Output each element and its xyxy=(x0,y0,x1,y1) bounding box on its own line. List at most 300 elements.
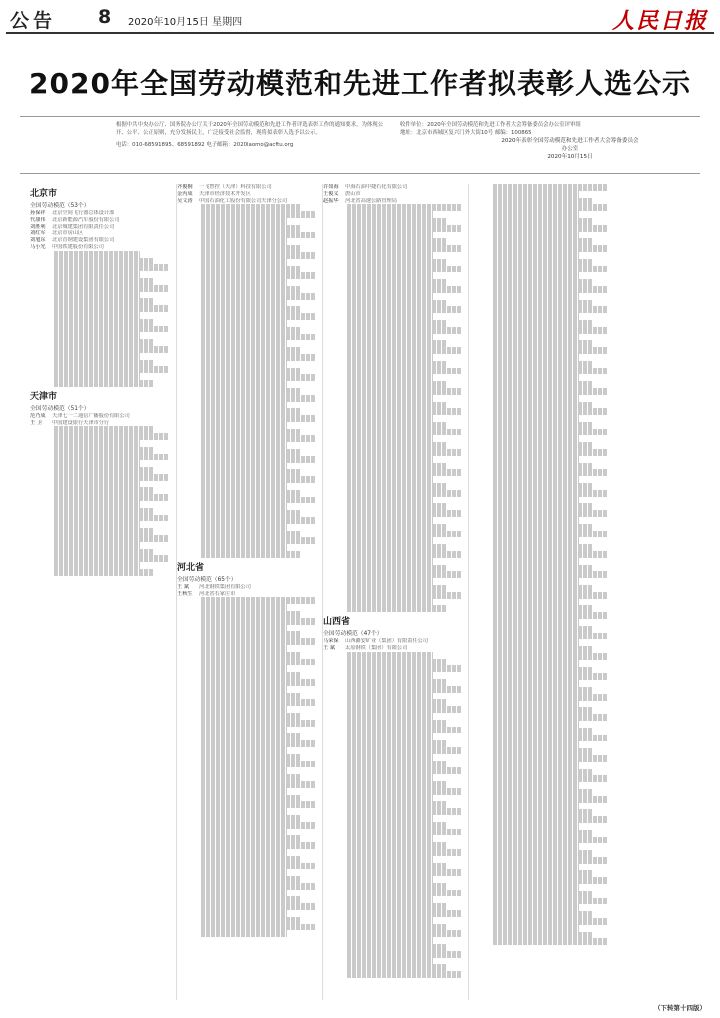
text-line-placeholder xyxy=(347,259,447,266)
text-line-placeholder xyxy=(493,334,579,341)
text-line-placeholder xyxy=(347,910,461,917)
text-line-placeholder xyxy=(493,361,593,368)
text-line-placeholder xyxy=(493,571,607,578)
candidate-unit: 太原钢铁（集团）有限公司 xyxy=(345,645,408,651)
text-line-placeholder xyxy=(201,672,301,679)
candidate-unit: 天津市经济技术开发区 xyxy=(199,190,251,197)
candidate-name: 刘旭东 xyxy=(30,237,46,244)
text-line-placeholder xyxy=(201,395,315,402)
text-line-placeholder xyxy=(347,211,433,218)
text-line-placeholder xyxy=(493,381,593,388)
masthead xyxy=(6,4,714,34)
text-line-placeholder xyxy=(201,334,315,341)
candidate-name: 刘红军 xyxy=(30,230,46,237)
text-line-placeholder xyxy=(54,278,154,285)
text-line-placeholder xyxy=(201,218,287,225)
text-line-placeholder xyxy=(493,368,607,375)
text-line-placeholder xyxy=(493,442,593,449)
text-line-placeholder xyxy=(493,456,579,463)
candidate-name: 王 卫 xyxy=(30,419,43,426)
candidate-columns xyxy=(30,184,706,1000)
text-line-placeholder xyxy=(493,558,579,565)
text-line-placeholder xyxy=(54,454,168,461)
text-line-placeholder xyxy=(347,958,433,965)
text-line-placeholder xyxy=(493,870,593,877)
text-line-placeholder xyxy=(201,347,301,354)
list-item xyxy=(30,210,168,217)
text-line-placeholder xyxy=(493,667,593,674)
text-line-placeholder xyxy=(201,204,301,211)
text-line-placeholder xyxy=(201,279,287,286)
text-line-placeholder xyxy=(493,796,607,803)
text-line-placeholder xyxy=(54,312,140,319)
text-line-placeholder xyxy=(493,911,593,918)
candidate-unit: 北京首钢建设集团有限公司 xyxy=(52,237,115,244)
text-line-placeholder xyxy=(347,767,461,774)
text-line-placeholder xyxy=(347,876,433,883)
text-line-placeholder xyxy=(201,659,315,666)
text-line-placeholder xyxy=(347,599,433,606)
text-line-placeholder xyxy=(493,232,579,239)
text-line-placeholder xyxy=(347,605,447,612)
candidate-unit: 中国铁建股份有限公司 xyxy=(52,243,104,250)
text-line-placeholder xyxy=(54,508,154,515)
text-line-placeholder xyxy=(347,808,461,815)
text-line-placeholder xyxy=(201,849,287,856)
text-line-placeholder xyxy=(54,285,168,292)
text-line-placeholder xyxy=(201,388,301,395)
text-line-placeholder xyxy=(493,592,607,599)
text-line-placeholder xyxy=(201,449,301,456)
text-line-placeholder xyxy=(201,883,315,890)
notice-intro: 根据中共中央办公厅、国务院办公厅关于2020年全国劳动模范和先进工作者评选表彰工作的通知要求，为体现公开、公平、公正原则，充分发扬民主，广泛接受社会监督，现将拟表彰人选予以公示。 xyxy=(116,122,384,136)
text-line-placeholder xyxy=(201,456,315,463)
text-line-placeholder xyxy=(201,645,287,652)
text-line-placeholder xyxy=(493,728,593,735)
text-line-placeholder xyxy=(493,646,593,653)
text-line-placeholder xyxy=(201,374,315,381)
text-line-placeholder xyxy=(493,429,607,436)
text-line-placeholder xyxy=(201,524,287,531)
text-line-placeholder xyxy=(201,327,301,334)
text-line-placeholder xyxy=(201,781,315,788)
text-line-placeholder xyxy=(493,857,607,864)
column-3 xyxy=(322,184,461,1000)
text-line-placeholder xyxy=(201,863,315,870)
text-line-placeholder xyxy=(54,528,154,535)
text-line-placeholder xyxy=(347,300,447,307)
candidate-name: 马小光 xyxy=(30,243,46,250)
text-line-placeholder xyxy=(54,326,168,333)
text-line-placeholder xyxy=(54,258,154,265)
notice-recipient: 收件单位：2020年全国劳动模范和先进工作者大会筹备委员会办公室评审组 xyxy=(400,122,581,128)
text-line-placeholder xyxy=(201,300,287,307)
text-line-placeholder xyxy=(347,896,433,903)
candidate-unit: 河北省石家庄市 xyxy=(199,590,236,597)
text-line-placeholder xyxy=(347,951,461,958)
text-line-placeholder xyxy=(347,665,461,672)
text-line-placeholder xyxy=(347,672,433,679)
text-line-placeholder xyxy=(201,604,287,611)
text-line-placeholder xyxy=(493,524,593,531)
candidate-unit: 一飞智控（天津）科技有限公司 xyxy=(199,184,272,190)
text-line-placeholder xyxy=(347,456,433,463)
text-line-placeholder xyxy=(493,490,607,497)
text-line-placeholder xyxy=(201,842,315,849)
text-line-placeholder xyxy=(347,592,461,599)
text-line-placeholder xyxy=(201,597,315,604)
text-line-placeholder xyxy=(493,850,593,857)
text-line-placeholder xyxy=(347,476,433,483)
candidate-name: 王秋生 xyxy=(177,590,193,597)
candidate-name: 王 斌 xyxy=(177,583,190,590)
text-line-placeholder xyxy=(493,660,579,667)
text-line-placeholder xyxy=(201,903,315,910)
list-item xyxy=(30,230,168,237)
column-4 xyxy=(468,184,607,1000)
text-line-placeholder xyxy=(54,346,168,353)
text-line-placeholder xyxy=(347,842,447,849)
text-line-placeholder xyxy=(201,306,301,313)
text-line-placeholder xyxy=(347,829,461,836)
text-line-placeholder xyxy=(493,748,593,755)
text-line-placeholder xyxy=(201,665,287,672)
notice-body xyxy=(116,121,384,149)
text-line-placeholder xyxy=(347,497,433,504)
text-line-placeholder xyxy=(54,251,140,258)
text-line-placeholder xyxy=(201,631,301,638)
text-line-placeholder xyxy=(347,801,447,808)
text-line-placeholder xyxy=(493,673,607,680)
list-item xyxy=(177,198,315,205)
text-line-placeholder xyxy=(347,822,447,829)
text-line-placeholder xyxy=(201,293,315,300)
text-line-placeholder xyxy=(201,917,301,924)
candidate-unit: 唐山市 xyxy=(345,190,361,197)
category-heading: 全国劳动模范（53个） xyxy=(30,203,90,209)
text-line-placeholder xyxy=(493,272,579,279)
text-line-placeholder xyxy=(347,204,461,211)
text-line-placeholder xyxy=(54,339,154,346)
text-line-placeholder xyxy=(201,815,301,822)
text-line-placeholder xyxy=(347,306,461,313)
text-line-placeholder xyxy=(347,238,447,245)
text-line-placeholder xyxy=(347,449,461,456)
text-line-placeholder xyxy=(493,585,593,592)
text-line-placeholder xyxy=(493,714,607,721)
text-line-placeholder xyxy=(493,707,593,714)
text-line-placeholder xyxy=(493,225,607,232)
text-line-placeholder xyxy=(347,883,447,890)
text-line-placeholder xyxy=(347,503,447,510)
text-line-placeholder xyxy=(54,535,168,542)
candidate-name: 许如海 xyxy=(323,184,339,190)
text-line-placeholder xyxy=(347,788,461,795)
text-line-placeholder xyxy=(201,313,315,320)
text-line-placeholder xyxy=(201,720,315,727)
text-line-placeholder xyxy=(201,767,287,774)
text-line-placeholder xyxy=(347,720,447,727)
list-item xyxy=(323,198,461,205)
text-line-placeholder xyxy=(493,402,593,409)
text-line-placeholder xyxy=(347,381,447,388)
text-line-placeholder xyxy=(54,481,140,488)
text-line-placeholder xyxy=(201,408,301,415)
text-line-placeholder xyxy=(201,924,315,931)
text-line-placeholder xyxy=(493,544,593,551)
text-line-placeholder xyxy=(201,266,301,273)
text-line-placeholder xyxy=(201,442,287,449)
candidate-unit: 北京新能源汽车股份有限公司 xyxy=(52,216,120,223)
text-line-placeholder xyxy=(347,890,461,897)
text-line-placeholder xyxy=(201,740,315,747)
text-line-placeholder xyxy=(201,211,315,218)
text-line-placeholder xyxy=(493,599,579,606)
text-line-placeholder xyxy=(493,374,579,381)
text-line-placeholder xyxy=(493,415,579,422)
text-line-placeholder xyxy=(54,292,140,299)
text-line-placeholder xyxy=(54,366,168,373)
text-line-placeholder xyxy=(54,332,140,339)
text-line-placeholder xyxy=(493,741,579,748)
text-line-placeholder xyxy=(493,218,593,225)
text-line-placeholder xyxy=(493,191,579,198)
text-line-placeholder xyxy=(347,340,447,347)
text-line-placeholder xyxy=(347,747,461,754)
province-heading: 天津市 xyxy=(30,391,58,402)
text-line-placeholder xyxy=(493,612,607,619)
text-line-placeholder xyxy=(201,252,315,259)
text-line-placeholder xyxy=(493,578,579,585)
text-line-placeholder xyxy=(347,408,461,415)
text-line-placeholder xyxy=(347,252,433,259)
text-line-placeholder xyxy=(493,211,579,218)
text-line-placeholder xyxy=(493,891,593,898)
text-line-placeholder xyxy=(201,835,301,842)
text-line-placeholder xyxy=(347,740,447,747)
text-line-placeholder xyxy=(54,542,140,549)
text-line-placeholder xyxy=(54,467,154,474)
text-line-placeholder xyxy=(347,510,461,517)
list-item xyxy=(323,645,461,652)
text-line-placeholder xyxy=(347,699,447,706)
candidate-unit: 河北省高速公路管理局 xyxy=(345,197,397,204)
text-line-placeholder xyxy=(493,340,593,347)
text-line-placeholder xyxy=(201,361,287,368)
candidate-name: 孙保祥 xyxy=(30,210,46,216)
text-line-placeholder xyxy=(201,340,287,347)
text-line-placeholder xyxy=(347,368,461,375)
text-line-placeholder xyxy=(493,422,593,429)
text-line-placeholder xyxy=(201,808,287,815)
candidate-name: 王 斌 xyxy=(323,645,336,651)
text-line-placeholder xyxy=(347,815,433,822)
text-line-placeholder xyxy=(493,503,593,510)
list-item xyxy=(30,217,168,224)
text-line-placeholder xyxy=(347,272,433,279)
issue-date: 2020年10月15日 星期四 xyxy=(128,17,243,28)
text-line-placeholder xyxy=(347,578,433,585)
text-line-placeholder xyxy=(201,510,301,517)
text-line-placeholder xyxy=(347,374,433,381)
text-line-placeholder xyxy=(493,306,607,313)
text-line-placeholder xyxy=(493,469,607,476)
candidate-unit: 中海石油中捷石化有限公司 xyxy=(345,184,408,190)
text-line-placeholder xyxy=(347,218,447,225)
candidate-name: 赵振华 xyxy=(323,197,339,204)
column-2 xyxy=(176,184,315,1000)
text-line-placeholder xyxy=(493,884,579,891)
text-line-placeholder xyxy=(493,354,579,361)
text-line-placeholder xyxy=(347,551,461,558)
text-line-placeholder xyxy=(493,755,607,762)
text-line-placeholder xyxy=(347,361,447,368)
text-line-placeholder xyxy=(54,271,140,278)
text-line-placeholder xyxy=(347,727,461,734)
text-line-placeholder xyxy=(54,360,154,367)
text-line-placeholder xyxy=(201,795,301,802)
text-line-placeholder xyxy=(54,305,168,312)
text-line-placeholder xyxy=(201,544,287,551)
text-line-placeholder xyxy=(493,605,593,612)
text-line-placeholder xyxy=(347,537,433,544)
text-line-placeholder xyxy=(347,754,433,761)
text-line-placeholder xyxy=(493,809,593,816)
text-line-placeholder xyxy=(54,380,154,387)
text-line-placeholder xyxy=(201,354,315,361)
text-line-placeholder xyxy=(347,415,433,422)
text-line-placeholder xyxy=(493,925,579,932)
text-line-placeholder xyxy=(493,184,607,191)
text-line-placeholder xyxy=(54,569,154,576)
text-line-placeholder xyxy=(201,469,301,476)
text-line-placeholder xyxy=(54,487,154,494)
text-line-placeholder xyxy=(347,266,461,273)
text-line-placeholder xyxy=(201,890,287,897)
text-line-placeholder xyxy=(347,849,461,856)
text-line-placeholder xyxy=(201,930,287,937)
notice-contacts: 电话：010-68591895、68591892 电子邮箱：2020laomo@acftu.org xyxy=(116,142,294,148)
text-line-placeholder xyxy=(201,490,301,497)
text-line-placeholder xyxy=(201,551,301,558)
province-heading: 北京市 xyxy=(30,189,58,199)
text-line-placeholder xyxy=(493,435,579,442)
notice-address: 地址：北京市西城区复兴门外大街10号 邮编：100865 xyxy=(400,130,532,136)
text-line-placeholder xyxy=(347,483,447,490)
text-line-placeholder xyxy=(493,286,607,293)
text-line-placeholder xyxy=(201,618,315,625)
text-line-placeholder xyxy=(201,238,287,245)
list-item xyxy=(30,420,168,427)
text-line-placeholder xyxy=(201,686,287,693)
text-line-placeholder xyxy=(347,924,447,931)
text-line-placeholder xyxy=(201,320,287,327)
notice-date: 2020年10月15日 xyxy=(547,154,593,160)
text-line-placeholder xyxy=(201,652,301,659)
text-line-placeholder xyxy=(347,435,433,442)
text-line-placeholder xyxy=(54,373,140,380)
text-line-placeholder xyxy=(347,354,433,361)
text-line-placeholder xyxy=(493,639,579,646)
candidate-unit: 北京城建集团有限责任公司 xyxy=(52,223,115,230)
text-line-placeholder xyxy=(493,517,579,524)
text-line-placeholder xyxy=(493,694,607,701)
column-1 xyxy=(30,184,168,1000)
candidate-unit: 北京空间飞行器总体设计部 xyxy=(52,210,115,216)
text-line-placeholder xyxy=(347,442,447,449)
text-line-placeholder xyxy=(54,440,140,447)
text-line-placeholder xyxy=(347,571,461,578)
text-line-placeholder xyxy=(347,320,447,327)
text-line-placeholder xyxy=(54,264,168,271)
text-line-placeholder xyxy=(347,565,447,572)
text-line-placeholder xyxy=(347,944,447,951)
text-line-placeholder xyxy=(493,803,579,810)
text-line-placeholder xyxy=(201,754,301,761)
text-line-placeholder xyxy=(493,395,579,402)
text-line-placeholder xyxy=(201,402,287,409)
text-line-placeholder xyxy=(347,585,447,592)
text-line-placeholder xyxy=(347,835,433,842)
candidate-unit: 中国石油化工股份有限公司天津分公司 xyxy=(199,197,288,204)
text-line-placeholder xyxy=(493,653,607,660)
text-line-placeholder xyxy=(493,837,607,844)
text-line-placeholder xyxy=(493,320,593,327)
section-title: 公告 xyxy=(10,10,57,32)
text-line-placeholder xyxy=(54,298,154,305)
province-heading: 河北省 xyxy=(177,562,205,573)
text-line-placeholder xyxy=(54,501,140,508)
text-line-placeholder xyxy=(493,198,593,205)
text-line-placeholder xyxy=(493,293,579,300)
list-item xyxy=(30,413,168,420)
candidate-name: 马荣保 xyxy=(323,638,339,645)
text-line-placeholder xyxy=(201,801,315,808)
text-line-placeholder xyxy=(347,524,447,531)
candidate-name: 吴文涛 xyxy=(177,197,193,204)
text-line-placeholder xyxy=(493,789,593,796)
text-line-placeholder xyxy=(201,693,301,700)
text-line-placeholder xyxy=(347,313,433,320)
text-line-placeholder xyxy=(201,876,301,883)
text-line-placeholder xyxy=(201,415,315,422)
text-line-placeholder xyxy=(201,727,287,734)
text-line-placeholder xyxy=(201,910,287,917)
text-line-placeholder xyxy=(347,225,461,232)
text-line-placeholder xyxy=(54,460,140,467)
text-line-placeholder xyxy=(201,896,301,903)
text-line-placeholder xyxy=(201,497,315,504)
list-item xyxy=(30,244,168,251)
candidate-unit: 中国建设银行天津市分行 xyxy=(52,419,110,426)
list-item xyxy=(323,184,461,191)
text-line-placeholder xyxy=(493,816,607,823)
text-line-placeholder xyxy=(54,426,154,433)
text-line-placeholder xyxy=(493,735,607,742)
text-line-placeholder xyxy=(347,774,433,781)
list-item xyxy=(323,638,461,645)
list-item xyxy=(30,237,168,244)
text-line-placeholder xyxy=(201,232,315,239)
text-line-placeholder xyxy=(54,353,140,360)
text-line-placeholder xyxy=(54,474,168,481)
text-line-placeholder xyxy=(347,469,461,476)
text-line-placeholder xyxy=(201,381,287,388)
text-line-placeholder xyxy=(493,313,579,320)
text-line-placeholder xyxy=(493,823,579,830)
text-line-placeholder xyxy=(347,781,447,788)
candidate-unit: 天津七一二通信广播股份有限公司 xyxy=(52,412,130,419)
